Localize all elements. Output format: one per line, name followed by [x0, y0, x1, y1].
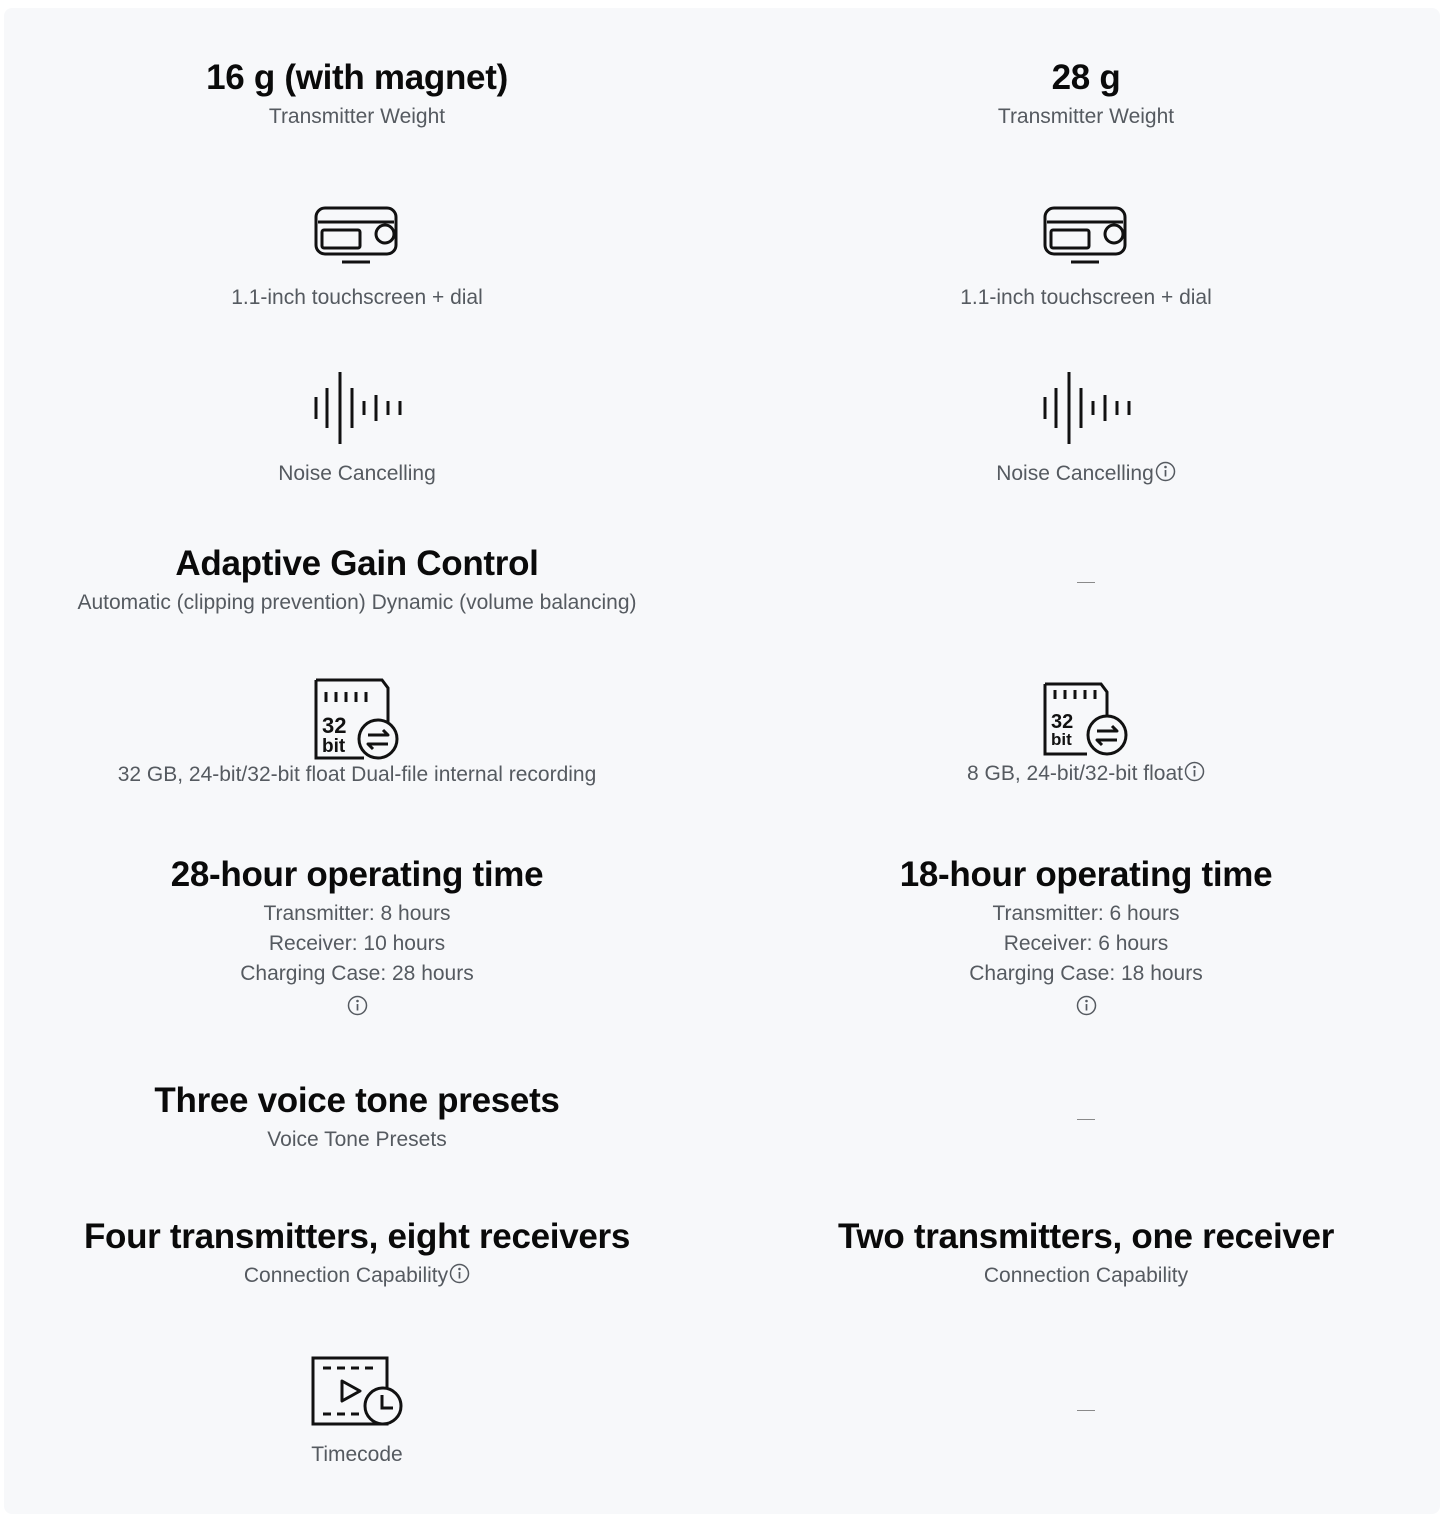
tone-left [0, 1081, 717, 1155]
gain-left-label: Automatic (clipping prevention) Dynamic (volume balancing) [77, 591, 637, 614]
weight-right [726, 58, 1445, 132]
noise-right-label [726, 459, 1445, 489]
sound-wave-icon [312, 370, 402, 446]
battery-left-line-case: Charging Case: 28 hours [240, 962, 474, 985]
info-icon[interactable] [1076, 995, 1097, 1016]
tone-right [726, 1107, 1445, 1125]
not-available-dash [1077, 1119, 1095, 1120]
gain-left-title: Adaptive Gain Control [175, 544, 539, 583]
touchscreen-dial-icon [312, 200, 402, 268]
screen-left-label: 1.1-inch touchscreen + dial [231, 286, 483, 309]
info-icon[interactable] [1184, 761, 1205, 782]
recording-right-label [726, 759, 1445, 789]
weight-left-title: 16 g (with magnet) [206, 58, 508, 97]
connection-left-text: Connection Capability [243, 1264, 449, 1287]
icon-number: 32 [322, 713, 347, 738]
32bit-storage-icon [312, 678, 402, 762]
timecode-right [726, 1398, 1445, 1416]
battery-left-title: 28-hour operating time [170, 855, 544, 894]
battery-left [0, 855, 717, 1016]
recording-right [726, 682, 1445, 789]
battery-left-line-receiver: Receiver: 10 hours [268, 932, 446, 955]
noise-left-label: Noise Cancelling [278, 462, 436, 485]
info-icon[interactable] [347, 995, 368, 1016]
info-icon[interactable] [1155, 461, 1176, 482]
timecode-left [0, 1356, 717, 1470]
connection-right [726, 1217, 1445, 1291]
icon-unit: bit [322, 736, 346, 757]
timecode-icon [311, 1356, 403, 1428]
screen-right-label: 1.1-inch touchscreen + dial [960, 286, 1212, 309]
recording-left [0, 678, 717, 790]
battery-left-line-transmitter: Transmitter: 8 hours [263, 902, 451, 925]
noise-right-text: Noise Cancelling [996, 462, 1154, 485]
connection-right-label: Connection Capability [983, 1264, 1189, 1287]
tone-left-label: Voice Tone Presets [267, 1128, 447, 1151]
battery-right-line-receiver: Receiver: 6 hours [1003, 932, 1169, 955]
recording-left-label: 32 GB, 24-bit/32-bit float Dual-file internal recording [117, 763, 597, 786]
noise-right [726, 370, 1445, 489]
icon-unit: bit [1051, 730, 1072, 749]
battery-right-line-transmitter: Transmitter: 6 hours [992, 902, 1180, 925]
timecode-left-label: Timecode [311, 1443, 403, 1466]
32bit-storage-icon [1041, 682, 1131, 758]
screen-left [0, 200, 717, 313]
gain-left [0, 544, 717, 618]
sound-wave-icon [1041, 370, 1131, 446]
not-available-dash [1077, 1410, 1095, 1411]
battery-right-line-case: Charging Case: 18 hours [969, 962, 1203, 985]
recording-right-text: 8 GB, 24-bit/32-bit float [967, 762, 1183, 785]
weight-right-title: 28 g [1051, 58, 1121, 97]
noise-left [0, 370, 717, 489]
connection-right-title: Two transmitters, one receiver [837, 1217, 1335, 1256]
weight-right-label: Transmitter Weight [997, 105, 1175, 128]
battery-right [726, 855, 1445, 1016]
weight-left-label: Transmitter Weight [268, 105, 446, 128]
tone-left-title: Three voice tone presets [154, 1081, 560, 1120]
connection-left [0, 1217, 717, 1291]
touchscreen-dial-icon [1041, 200, 1131, 268]
icon-number: 32 [1051, 711, 1074, 733]
weight-left [0, 58, 717, 132]
info-icon[interactable] [449, 1263, 470, 1284]
battery-right-title: 18-hour operating time [899, 855, 1273, 894]
connection-left-label [0, 1261, 717, 1291]
connection-left-title: Four transmitters, eight receivers [83, 1217, 631, 1256]
screen-right [726, 200, 1445, 313]
not-available-dash [1077, 582, 1095, 583]
gain-right [726, 570, 1445, 588]
